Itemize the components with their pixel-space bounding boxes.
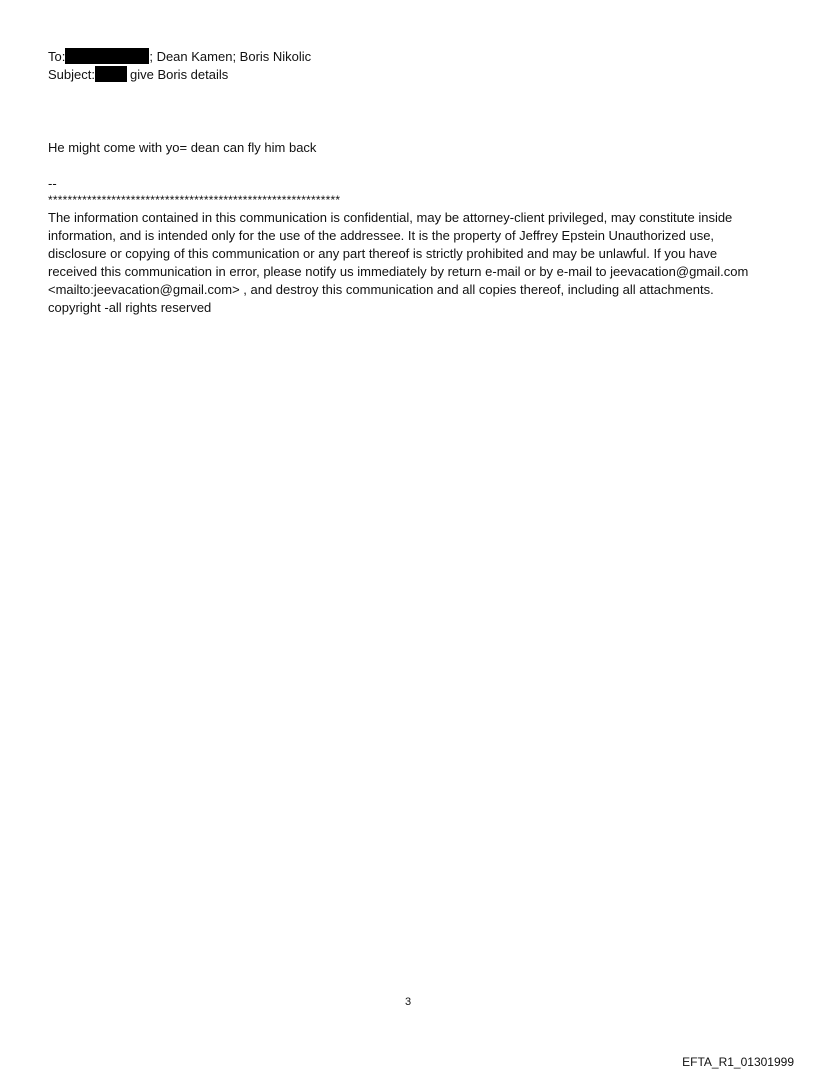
bates-number: EFTA_R1_01301999 [682,1055,794,1069]
email-signature [48,175,764,317]
signature-separator: -- [48,176,57,191]
confidentiality-disclaimer: The information contained in this communication is confidential, may be attorney-client privileged, may constitute inside information, and is intended only for the use of the addressee. It is the property of Jeffrey Epstein Unauthorized use, disclosure or copying of this communication or any part thereof is strictly prohibited and may be unlawful. If you have received this communication in error, please notify us immediately by return e-mail or by e-mail to jeevacation@gmail.com <mailto:jeevacation@gmail.com> , and destroy this communication and all copies thereof, including all attachments. copyright -all rights reserved [48,210,749,315]
to-line [48,48,311,66]
asterisk-divider: ************************************************************ [48,193,341,207]
message-body: He might come with yo= dean can fly him back [48,140,317,155]
email-header [48,48,311,84]
to-label: To: [48,49,66,64]
redaction-box [65,48,149,64]
to-recipients: ; Dean Kamen; Boris Nikolic [149,49,312,64]
subject-text: give Boris details [129,67,229,82]
subject-label: Subject: [48,67,95,82]
subject-line [48,66,311,84]
page-number: 3 [404,996,412,1008]
redaction-box [95,66,127,82]
